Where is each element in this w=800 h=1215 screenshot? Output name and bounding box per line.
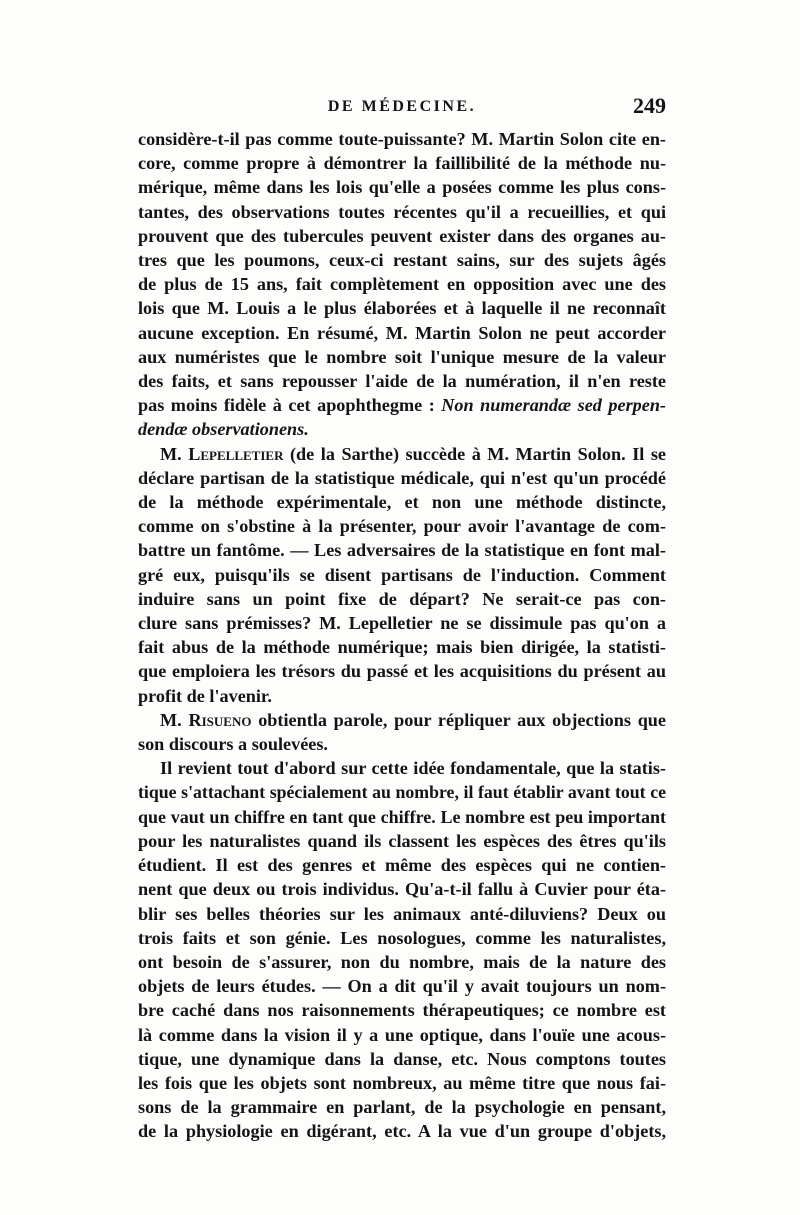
text-line: gré eux, puisqu'ils se disent partisans de l'induction. Comment (138, 564, 666, 585)
text-line: nent que deux ou trois individus. Qu'a-t-il fallu à Cuvier pour éta- (138, 879, 666, 900)
text-line: fait abus de la méthode numérique; mais bien dirigée, la statisti- (138, 637, 666, 658)
text-line: déclare partisan de la statistique médicale, qui n'est qu'un procédé (138, 467, 666, 488)
text-line: de la physiologie en digérant, etc. A la vue d'un groupe d'objets, (138, 1121, 666, 1142)
text-line: là comme dans la vision il y a une optique, dans l'ouïe une acous- (138, 1024, 666, 1045)
text-line: induire sans un point fixe de départ? Ne serait-ce pas con- (138, 588, 666, 609)
text-line: tique, une dynamique dans la danse, etc. Nous comptons toutes (138, 1048, 666, 1069)
text-line: étudient. Il est des genres et même des espèces qui ne contien- (138, 855, 666, 876)
running-head (138, 93, 666, 122)
speaker-name: M. Lepelletier (160, 443, 284, 464)
body-text (138, 127, 666, 1144)
text-line: lois que M. Louis a le plus élaborées et à laquelle il ne reconnaît (138, 298, 666, 319)
text-line (138, 708, 666, 732)
text-line: tres que les poumons, ceux-ci restant sains, sur des sujets âgés (138, 250, 666, 271)
text-fragment: (de la Sarthe) succède à M. Martin Solon. Il se (283, 443, 667, 464)
speaker-name: M. Risueno (160, 709, 252, 730)
text-line: tantes, des observations toutes récentes qu'il a recueillies, et qui (138, 201, 666, 222)
text-line: son discours a soulevées. (138, 734, 328, 755)
text-line: battre un fantôme. — Les adversaires de la statistique en font mal- (138, 540, 666, 561)
text-line: ont besoin de s'assurer, non du nombre, mais de la nature des (138, 951, 666, 972)
text-line: des faits, et sans repousser l'aide de la numération, il n'en reste (138, 371, 666, 392)
text-line: de plus de 15 ans, fait complètement en opposition avec une des (138, 274, 666, 295)
text-line: trois faits et son génie. Les nosologues, comme les naturalistes, (138, 927, 666, 948)
text-line: prouvent que des tubercules peuvent exister dans des organes au- (138, 225, 666, 246)
text-line: que vaut un chiffre en tant que chiffre. Le nombre est peu important (138, 806, 666, 827)
page-number: 249 (633, 93, 666, 118)
text-line: clure sans prémisses? M. Lepelletier ne se dissimule pas qu'on a (138, 613, 666, 634)
text-line: objets de leurs études. — On a dit qu'il y avait toujours un nom- (138, 976, 666, 997)
paragraph-2 (138, 442, 666, 708)
paragraph-4 (138, 756, 666, 1143)
text-line: blir ses belles théories sur les animaux anté-diluviens? Deux ou (138, 903, 666, 924)
text-line (138, 393, 666, 417)
text-line: comme on s'obstine à la présenter, pour avoir l'avantage de com- (138, 516, 666, 537)
text-line: mérique, même dans les lois qu'elle a posées comme les plus cons- (138, 177, 666, 198)
text-line: considère-t-il pas comme toute-puissante? M. Martin Solon cite en- (138, 129, 666, 149)
text-line: aucune exception. En résumé, M. Martin Solon ne peut accorder (138, 322, 666, 343)
latin-quote: dendæ observationens. (138, 419, 309, 440)
text-line (138, 442, 666, 466)
text-line: sons de la grammaire en parlant, de la psychologie en pensant, (138, 1097, 666, 1118)
text-line: Il revient tout d'abord sur cette idée fondamentale, que la statis- (160, 758, 666, 779)
text-fragment: obtientla parole, pour répliquer aux objections que (251, 709, 666, 730)
latin-quote: Non numerandæ sed perpen- (441, 395, 666, 416)
text-line: que emploiera les trésors du passé et les acquisitions du présent au (138, 661, 666, 682)
paragraph-3 (138, 708, 666, 756)
text-line: bre caché dans nos raisonnements thérapeutiques; ce nombre est (138, 1000, 666, 1021)
running-title: DE MÉDECINE. (327, 98, 477, 115)
text-line: profit de l'avenir. (138, 685, 272, 706)
text-line: pour les naturalistes quand ils classent les espèces des êtres qu'ils (138, 830, 666, 851)
text-line: core, comme propre à démontrer la faillibilité de la méthode nu- (138, 153, 666, 174)
text-line (138, 417, 666, 441)
text-line: les fois que les objets sont nombreux, au même titre que nous fai- (138, 1072, 666, 1093)
text-fragment: pas moins fidèle à cet apophthegme : (138, 395, 442, 416)
text-line: aux numéristes que le nombre soit l'unique mesure de la valeur (138, 346, 666, 367)
text-line: de la méthode expérimentale, et non une méthode distincte, (138, 492, 666, 513)
paragraph-1 (138, 127, 666, 442)
text-line: tique s'attachant spécialement au nombre, il faut établir avant tout ce (138, 782, 666, 803)
